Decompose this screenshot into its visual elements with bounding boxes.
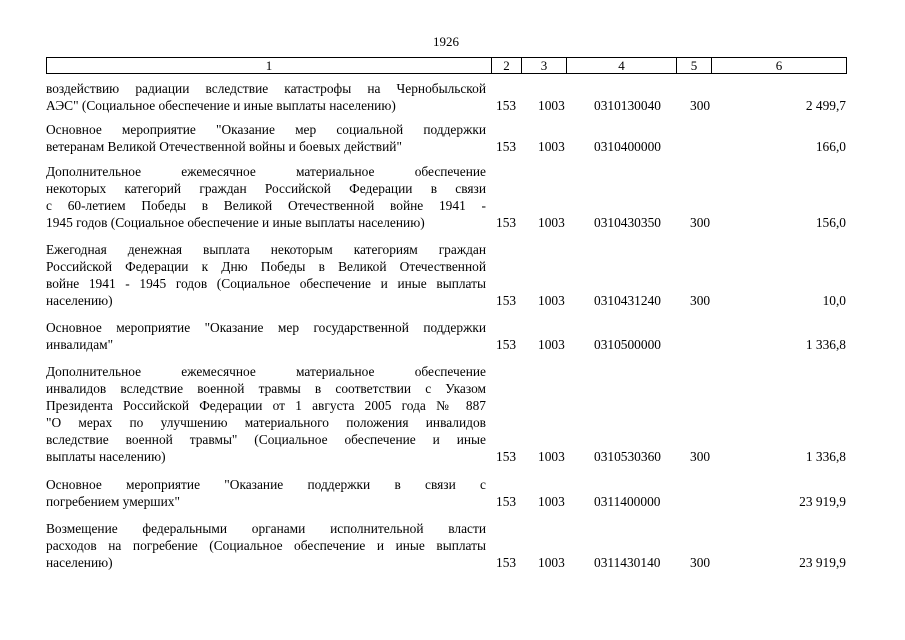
cell-expense-type: 300 bbox=[690, 555, 711, 570]
row-description bbox=[46, 363, 486, 465]
column-header-2: 2 bbox=[492, 58, 522, 74]
cell-amount: 10,0 bbox=[822, 293, 846, 308]
description-line: Дополнительное ежемесячное материальное обеспечение bbox=[46, 164, 486, 179]
table-row bbox=[46, 163, 846, 231]
column-header-4: 4 bbox=[567, 58, 677, 74]
description-line: Российской Федерации к Дню Победы в Великой Отечественной bbox=[46, 259, 486, 274]
row-description bbox=[46, 476, 486, 510]
cell-ministry-code: 153 bbox=[496, 449, 517, 464]
table-row bbox=[46, 363, 846, 465]
cell-ministry-code: 153 bbox=[496, 98, 517, 113]
cell-ministry-code: 153 bbox=[496, 215, 517, 230]
cell-ministry-code: 153 bbox=[496, 139, 517, 154]
description-line: инвалидам" bbox=[46, 337, 114, 352]
cell-expense-type: 300 bbox=[690, 449, 711, 464]
description-line: расходов на погребение (Социальное обеспечение и иные выплаты bbox=[46, 538, 486, 553]
description-line: АЭС" (Социальное обеспечение и иные выплаты населению) bbox=[46, 98, 396, 113]
cell-target-code: 0310430350 bbox=[594, 215, 661, 230]
column-header-3: 3 bbox=[522, 58, 567, 74]
cell-section-code: 1003 bbox=[538, 337, 565, 352]
description-line: Основное мероприятие "Оказание мер социальной поддержки bbox=[46, 122, 486, 137]
cell-amount: 23 919,9 bbox=[799, 494, 846, 509]
description-line: вследствие военной травмы" (Социальное обеспечение и иные bbox=[46, 432, 486, 447]
description-line: войне 1941 - 1945 годов (Социальное обеспечение и иные выплаты bbox=[46, 276, 486, 291]
cell-section-code: 1003 bbox=[538, 293, 565, 308]
description-line: Президента Российской Федерации от 1 августа 2005 года № 887 bbox=[46, 398, 486, 413]
row-description bbox=[46, 319, 486, 353]
page-number: 1926 bbox=[433, 34, 459, 49]
cell-expense-type: 300 bbox=[690, 98, 711, 113]
cell-amount: 23 919,9 bbox=[799, 555, 846, 570]
description-line: с 60-летием Победы в Великой Отечественной войне 1941 - bbox=[46, 198, 486, 213]
cell-amount: 2 499,7 bbox=[805, 98, 846, 113]
description-line: Возмещение федеральными органами исполнительной власти bbox=[46, 521, 486, 536]
cell-target-code: 0310400000 bbox=[594, 139, 661, 154]
cell-ministry-code: 153 bbox=[496, 293, 517, 308]
description-line: 1945 годов (Социальное обеспечение и иные выплаты населению) bbox=[46, 215, 425, 230]
cell-expense-type: 300 bbox=[690, 293, 711, 308]
cell-amount: 1 336,8 bbox=[805, 337, 846, 352]
table-row bbox=[46, 80, 846, 114]
row-description bbox=[46, 121, 486, 155]
column-header-row bbox=[47, 58, 847, 74]
cell-section-code: 1003 bbox=[538, 494, 565, 509]
row-description bbox=[46, 163, 486, 231]
row-description bbox=[46, 520, 486, 571]
cell-target-code: 0310130040 bbox=[594, 98, 661, 113]
description-line: воздействию радиации вследствие катастрофы на Чернобыльской bbox=[46, 81, 486, 96]
cell-amount: 166,0 bbox=[815, 139, 846, 154]
cell-target-code: 0311430140 bbox=[594, 555, 661, 570]
table-row bbox=[46, 241, 846, 309]
cell-section-code: 1003 bbox=[538, 555, 565, 570]
cell-section-code: 1003 bbox=[538, 139, 565, 154]
description-line: "О мерах по улучшению материального положения инвалидов bbox=[46, 415, 486, 430]
description-line: Дополнительное ежемесячное материальное обеспечение bbox=[46, 364, 486, 379]
description-line: ветеранам Великой Отечественной войны и боевых действий" bbox=[46, 139, 402, 154]
description-line: выплаты населению) bbox=[46, 449, 166, 464]
cell-amount: 1 336,8 bbox=[805, 449, 846, 464]
cell-section-code: 1003 bbox=[538, 98, 565, 113]
description-line: некоторых категорий граждан Российской Федерации в связи bbox=[46, 181, 486, 196]
cell-expense-type: 300 bbox=[690, 215, 711, 230]
column-header-table bbox=[46, 57, 847, 74]
description-line: Основное мероприятие "Оказание мер государственной поддержки bbox=[46, 320, 486, 335]
cell-section-code: 1003 bbox=[538, 449, 565, 464]
cell-target-code: 0310530360 bbox=[594, 449, 661, 464]
cell-ministry-code: 153 bbox=[496, 494, 517, 509]
cell-target-code: 0310500000 bbox=[594, 337, 661, 352]
description-line: Основное мероприятие "Оказание поддержки в связи с bbox=[46, 477, 486, 492]
cell-amount: 156,0 bbox=[815, 215, 846, 230]
table-row bbox=[46, 319, 846, 353]
table-row bbox=[46, 520, 846, 571]
cell-section-code: 1003 bbox=[538, 215, 565, 230]
column-header-1: 1 bbox=[47, 58, 492, 74]
column-header-5: 5 bbox=[677, 58, 712, 74]
column-header-6: 6 bbox=[712, 58, 847, 74]
description-line: инвалидов вследствие военной травмы в соответствии с Указом bbox=[46, 381, 486, 396]
row-description bbox=[46, 80, 486, 114]
description-line: Ежегодная денежная выплата некоторым категориям граждан bbox=[46, 242, 486, 257]
cell-target-code: 0310431240 bbox=[594, 293, 661, 308]
table-row bbox=[46, 121, 846, 155]
table-row bbox=[46, 476, 846, 510]
cell-target-code: 0311400000 bbox=[594, 494, 661, 509]
description-line: населению) bbox=[46, 293, 113, 308]
cell-ministry-code: 153 bbox=[496, 555, 517, 570]
description-line: погребением умерших" bbox=[46, 494, 180, 509]
description-line: населению) bbox=[46, 555, 113, 570]
row-description bbox=[46, 241, 486, 309]
cell-ministry-code: 153 bbox=[496, 337, 517, 352]
